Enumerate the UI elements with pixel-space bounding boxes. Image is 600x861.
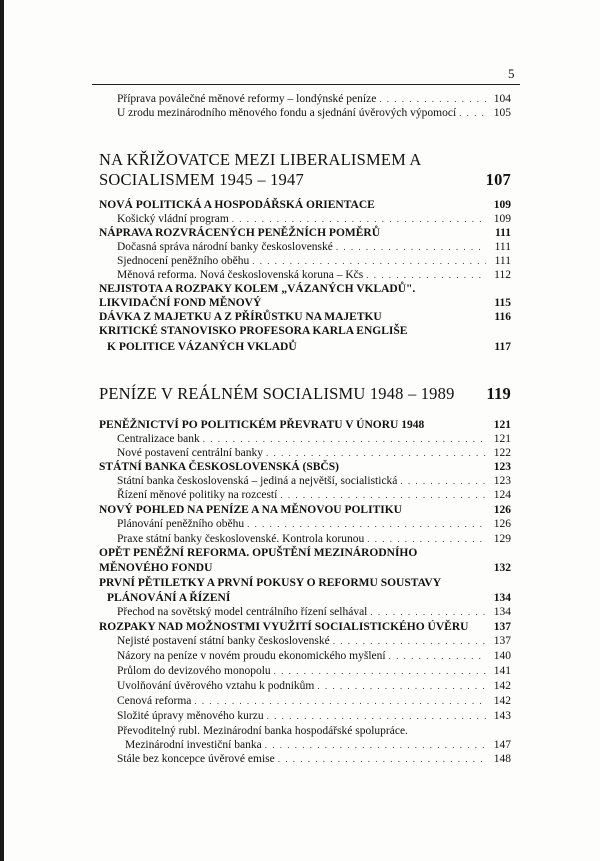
toc-entry[interactable]: Cenová reforma . . . 142 — [99, 694, 511, 708]
toc-entry[interactable]: Přechod na sovětský model centrálního řízení selhával . . . 134 — [99, 605, 511, 619]
part-title[interactable]: PENÍZE V REÁLNÉM SOCIALISMU 1948 – 1989 119 — [99, 384, 511, 403]
page-number: 5 — [508, 66, 515, 81]
toc-entry[interactable]: Převoditelný rubl. Mezinárodní banka hospodářské spolupráce. — [117, 725, 408, 737]
toc-entry[interactable]: Nejisté postavení státní banky československé . . . 137 — [99, 634, 511, 648]
toc-chapter[interactable]: LIKVIDAČNÍ FOND MĚNOVÝ 115 — [99, 297, 511, 309]
toc-chapter[interactable]: KRITICKÉ STANOVISKO PROFESORA KARLA ENGLIŠE — [99, 325, 408, 337]
toc-entry[interactable]: Dočasná správa národní banky československé . . . 111 — [99, 240, 511, 254]
toc-entry[interactable]: Složité úpravy měnového kurzu . . . 143 — [99, 709, 511, 723]
scan-edge — [0, 0, 4, 861]
toc-chapter[interactable]: NEJISTOTA A ROZPAKY KOLEM „VÁZANÝCH VKLADŮ". — [99, 283, 416, 295]
toc-entry[interactable]: Nové postavení centrální banky . . . 122 — [99, 446, 511, 460]
toc-chapter[interactable]: PENĚŽNICTVÍ PO POLITICKÉM PŘEVRATU V ÚNORU 1948 121 — [99, 419, 511, 431]
toc-entry[interactable]: Řízení měnové politiky na rozcestí . . . 124 — [99, 488, 511, 502]
toc-entry[interactable]: Měnová reforma. Nová československá koruna – Kčs . . . 112 — [99, 268, 511, 282]
toc-chapter[interactable]: DÁVKA Z MAJETKU A Z PŘÍRŮSTKU NA MAJETKU 116 — [99, 311, 511, 323]
toc-chapter[interactable]: MĚNOVÉHO FONDU 132 — [99, 562, 511, 574]
toc-entry[interactable]: Stále bez koncepce úvěrové emise . . . 148 — [99, 752, 511, 766]
toc-entry[interactable]: Průlom do devizového monopolu . . . 141 — [99, 664, 511, 678]
toc-chapter[interactable]: NÁPRAVA ROZVRÁCENÝCH PENĚŽNÍCH POMĚRŮ 111 — [99, 227, 511, 239]
toc-entry[interactable]: Plánování peněžního oběhu . . . 126 — [99, 517, 511, 531]
toc-chapter[interactable]: OPĚT PENĚŽNÍ REFORMA. OPUŠTĚNÍ MEZINÁRODNÍHO — [99, 547, 418, 559]
toc-entry[interactable]: U zrodu mezinárodního měnového fondu a sjednání úvěrových výpomocí . . . 105 — [99, 106, 511, 120]
toc-entry[interactable]: Košický vládní program . . . 109 — [99, 212, 511, 226]
toc-entry[interactable]: Příprava poválečné měnové reformy – londýnské peníze . . . 104 — [99, 92, 511, 106]
part-title[interactable]: SOCIALISMEM 1945 – 1947 107 — [99, 170, 511, 189]
toc-chapter[interactable]: K POLITICE VÁZANÝCH VKLADŮ 117 — [107, 341, 511, 353]
toc-chapter[interactable]: ROZPAKY NAD MOŽNOSTMI VYUŽITÍ SOCIALISTICKÉHO ÚVĚRU 137 — [99, 621, 511, 633]
part-page: 107 — [485, 170, 511, 189]
toc-entry[interactable]: Praxe státní banky československé. Kontrola korunou . . . 129 — [99, 532, 511, 546]
toc-chapter[interactable]: PLÁNOVÁNÍ A ŘÍZENÍ 134 — [107, 592, 511, 604]
part-page: 119 — [486, 384, 511, 403]
toc-chapter[interactable]: NOVÝ POHLED NA PENÍZE A NA MĚNOVOU POLITIKU 126 — [99, 504, 511, 516]
toc-chapter[interactable]: PRVNÍ PĚTILETKY A PRVNÍ POKUSY O REFORMU SOUSTAVY — [99, 577, 441, 589]
toc-entry[interactable]: Mezinárodní investiční banka . . . 147 — [99, 738, 511, 752]
toc-entry[interactable]: Státní banka československá – jediná a největší, socialistická . . . 123 — [99, 474, 511, 488]
toc-entry[interactable]: Sjednocení peněžního oběhu . . . 111 — [99, 254, 511, 268]
toc-entry[interactable]: Názory na peníze v novém proudu ekonomického myšlení . . . 140 — [99, 649, 511, 663]
toc-entry[interactable]: Centralizace bank . . . 121 — [99, 432, 511, 446]
part-title[interactable]: NA KŘIŽOVATCE MEZI LIBERALISMEM A — [99, 150, 422, 169]
toc-entry[interactable]: Uvolňování úvěrového vztahu k podnikům . . . 142 — [99, 679, 511, 693]
toc-chapter[interactable]: STÁTNÍ BANKA ČESKOSLOVENSKÁ (SBČS) 123 — [99, 461, 511, 473]
header-rule — [92, 84, 520, 85]
toc-chapter[interactable]: NOVÁ POLITICKÁ A HOSPODÁŘSKÁ ORIENTACE 109 — [99, 199, 511, 211]
